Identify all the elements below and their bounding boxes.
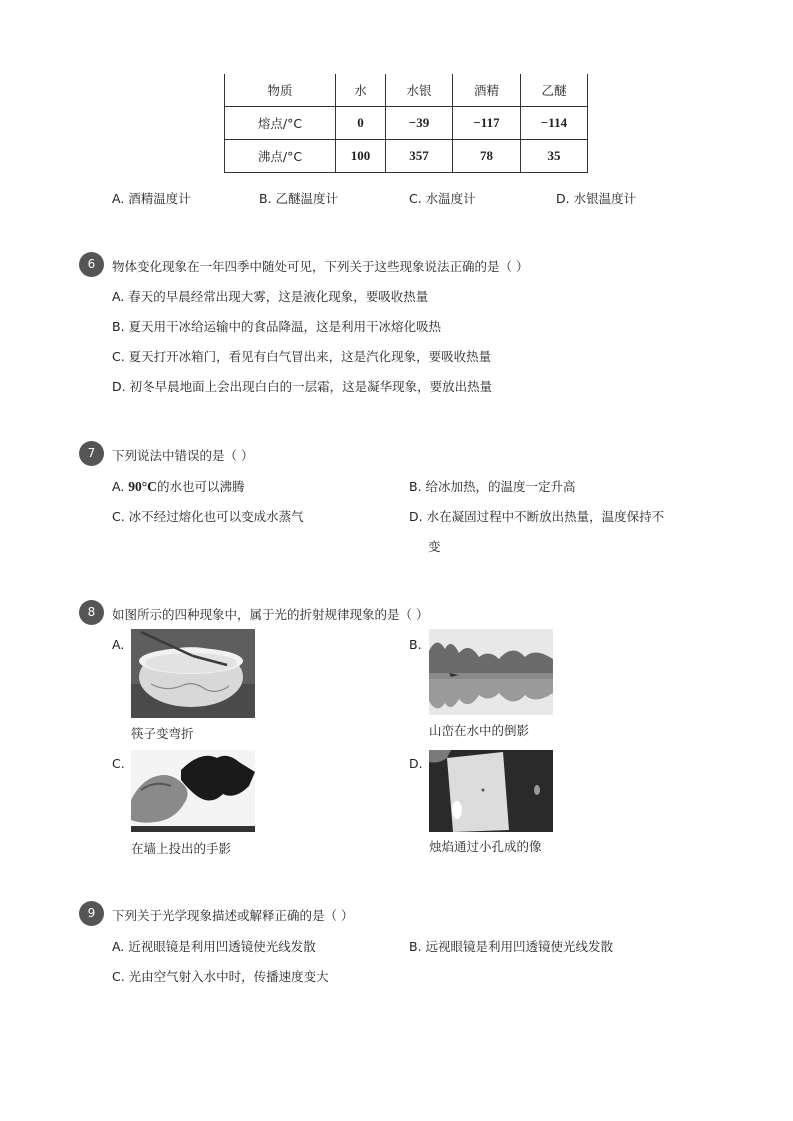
table-cell: 357 [386, 140, 453, 173]
table-cell: −114 [521, 107, 588, 140]
q8-caption-b: 山峦在水中的倒影 [429, 723, 530, 738]
q9-option-a[interactable]: A. 近视眼镜是利用凹透镜使光线发散 [112, 939, 316, 954]
q8-stem: 如图所示的四种现象中，属于光的折射规律现象的是（ ） [112, 607, 429, 622]
q7-option-a-prefix: A. [112, 479, 129, 494]
table-header-row [225, 74, 588, 107]
q6-option-d[interactable]: D. 初冬早晨地面上会出现白白的一层霜，这是凝华现象，要放出热量 [112, 379, 493, 394]
q7-option-d-continued: 变 [428, 539, 441, 554]
q9-stem: 下列关于光学现象描述或解释正确的是（ ） [112, 908, 354, 923]
q8-label-a[interactable]: A. [112, 637, 125, 652]
q7-option-a[interactable] [112, 477, 244, 495]
q8-caption-d: 烛焰通过小孔成的像 [429, 839, 542, 854]
q7-option-a-text: 的水也可以沸腾 [156, 479, 245, 494]
question-number-badge: 7 [79, 441, 104, 466]
q8-caption-a: 筷子变弯折 [131, 726, 194, 741]
table-cell: −39 [386, 107, 453, 140]
q8-label-d[interactable]: D. [409, 756, 423, 771]
table-header-cell: 物质 [225, 74, 336, 107]
q6-stem: 物体变化现象在一年四季中随处可见，下列关于这些现象说法正确的是（ ） [112, 259, 529, 274]
table-header-cell: 水银 [386, 74, 453, 107]
properties-table [224, 74, 588, 173]
bowl-chopstick-photo [131, 629, 255, 718]
q8-caption-c: 在墙上投出的手影 [131, 841, 232, 856]
pinhole-candle-photo [429, 750, 553, 832]
q5-option-d[interactable]: D. 水银温度计 [556, 191, 637, 206]
table-cell: 0 [336, 107, 386, 140]
question-number-badge: 6 [79, 252, 104, 277]
question-number-badge: 8 [79, 600, 104, 625]
q9-option-b[interactable]: B. 远视眼镜是利用凹透镜使光线发散 [409, 939, 614, 954]
q7-option-d[interactable]: D. 水在凝固过程中不断放出热量，温度保持不 [409, 509, 665, 524]
mountain-reflection-photo [429, 629, 553, 715]
table-cell: −117 [453, 107, 521, 140]
q9-option-c[interactable]: C. 光由空气射入水中时，传播速度变大 [112, 969, 329, 984]
q6-option-a[interactable]: A. 春天的早晨经常出现大雾，这是液化现象，要吸收热量 [112, 289, 429, 304]
table-cell: 78 [453, 140, 521, 173]
table-cell: 100 [336, 140, 386, 173]
q5-option-a[interactable]: A. 酒精温度计 [112, 191, 191, 206]
q8-label-b[interactable]: B. [409, 637, 422, 652]
q7-option-c[interactable]: C. 冰不经过熔化也可以变成水蒸气 [112, 509, 304, 524]
table-header-cell: 乙醚 [521, 74, 588, 107]
table-row [225, 107, 588, 140]
table-header-cell: 酒精 [453, 74, 521, 107]
table-row [225, 140, 588, 173]
table-header-cell: 水 [336, 74, 386, 107]
q6-option-b[interactable]: B. 夏天用干冰给运输中的食品降温，这是利用干冰熔化吸热 [112, 319, 442, 334]
q5-option-c[interactable]: C. 水温度计 [409, 191, 476, 206]
table-row-label: 熔点/°C [225, 107, 336, 140]
q8-label-c[interactable]: C. [112, 756, 125, 771]
q7-option-b[interactable]: B. 给冰加热，的温度一定升高 [409, 479, 576, 494]
hand-shadow-photo [131, 750, 255, 832]
q5-option-b[interactable]: B. 乙醚温度计 [259, 191, 339, 206]
question-number-badge: 9 [79, 901, 104, 926]
q7-option-a-temp: 90°C [128, 479, 157, 494]
q6-option-c[interactable]: C. 夏天打开冰箱门，看见有白气冒出来，这是汽化现象，要吸收热量 [112, 349, 492, 364]
q7-stem: 下列说法中错误的是（ ） [112, 448, 254, 463]
table-cell: 35 [521, 140, 588, 173]
table-row-label: 沸点/°C [225, 140, 336, 173]
